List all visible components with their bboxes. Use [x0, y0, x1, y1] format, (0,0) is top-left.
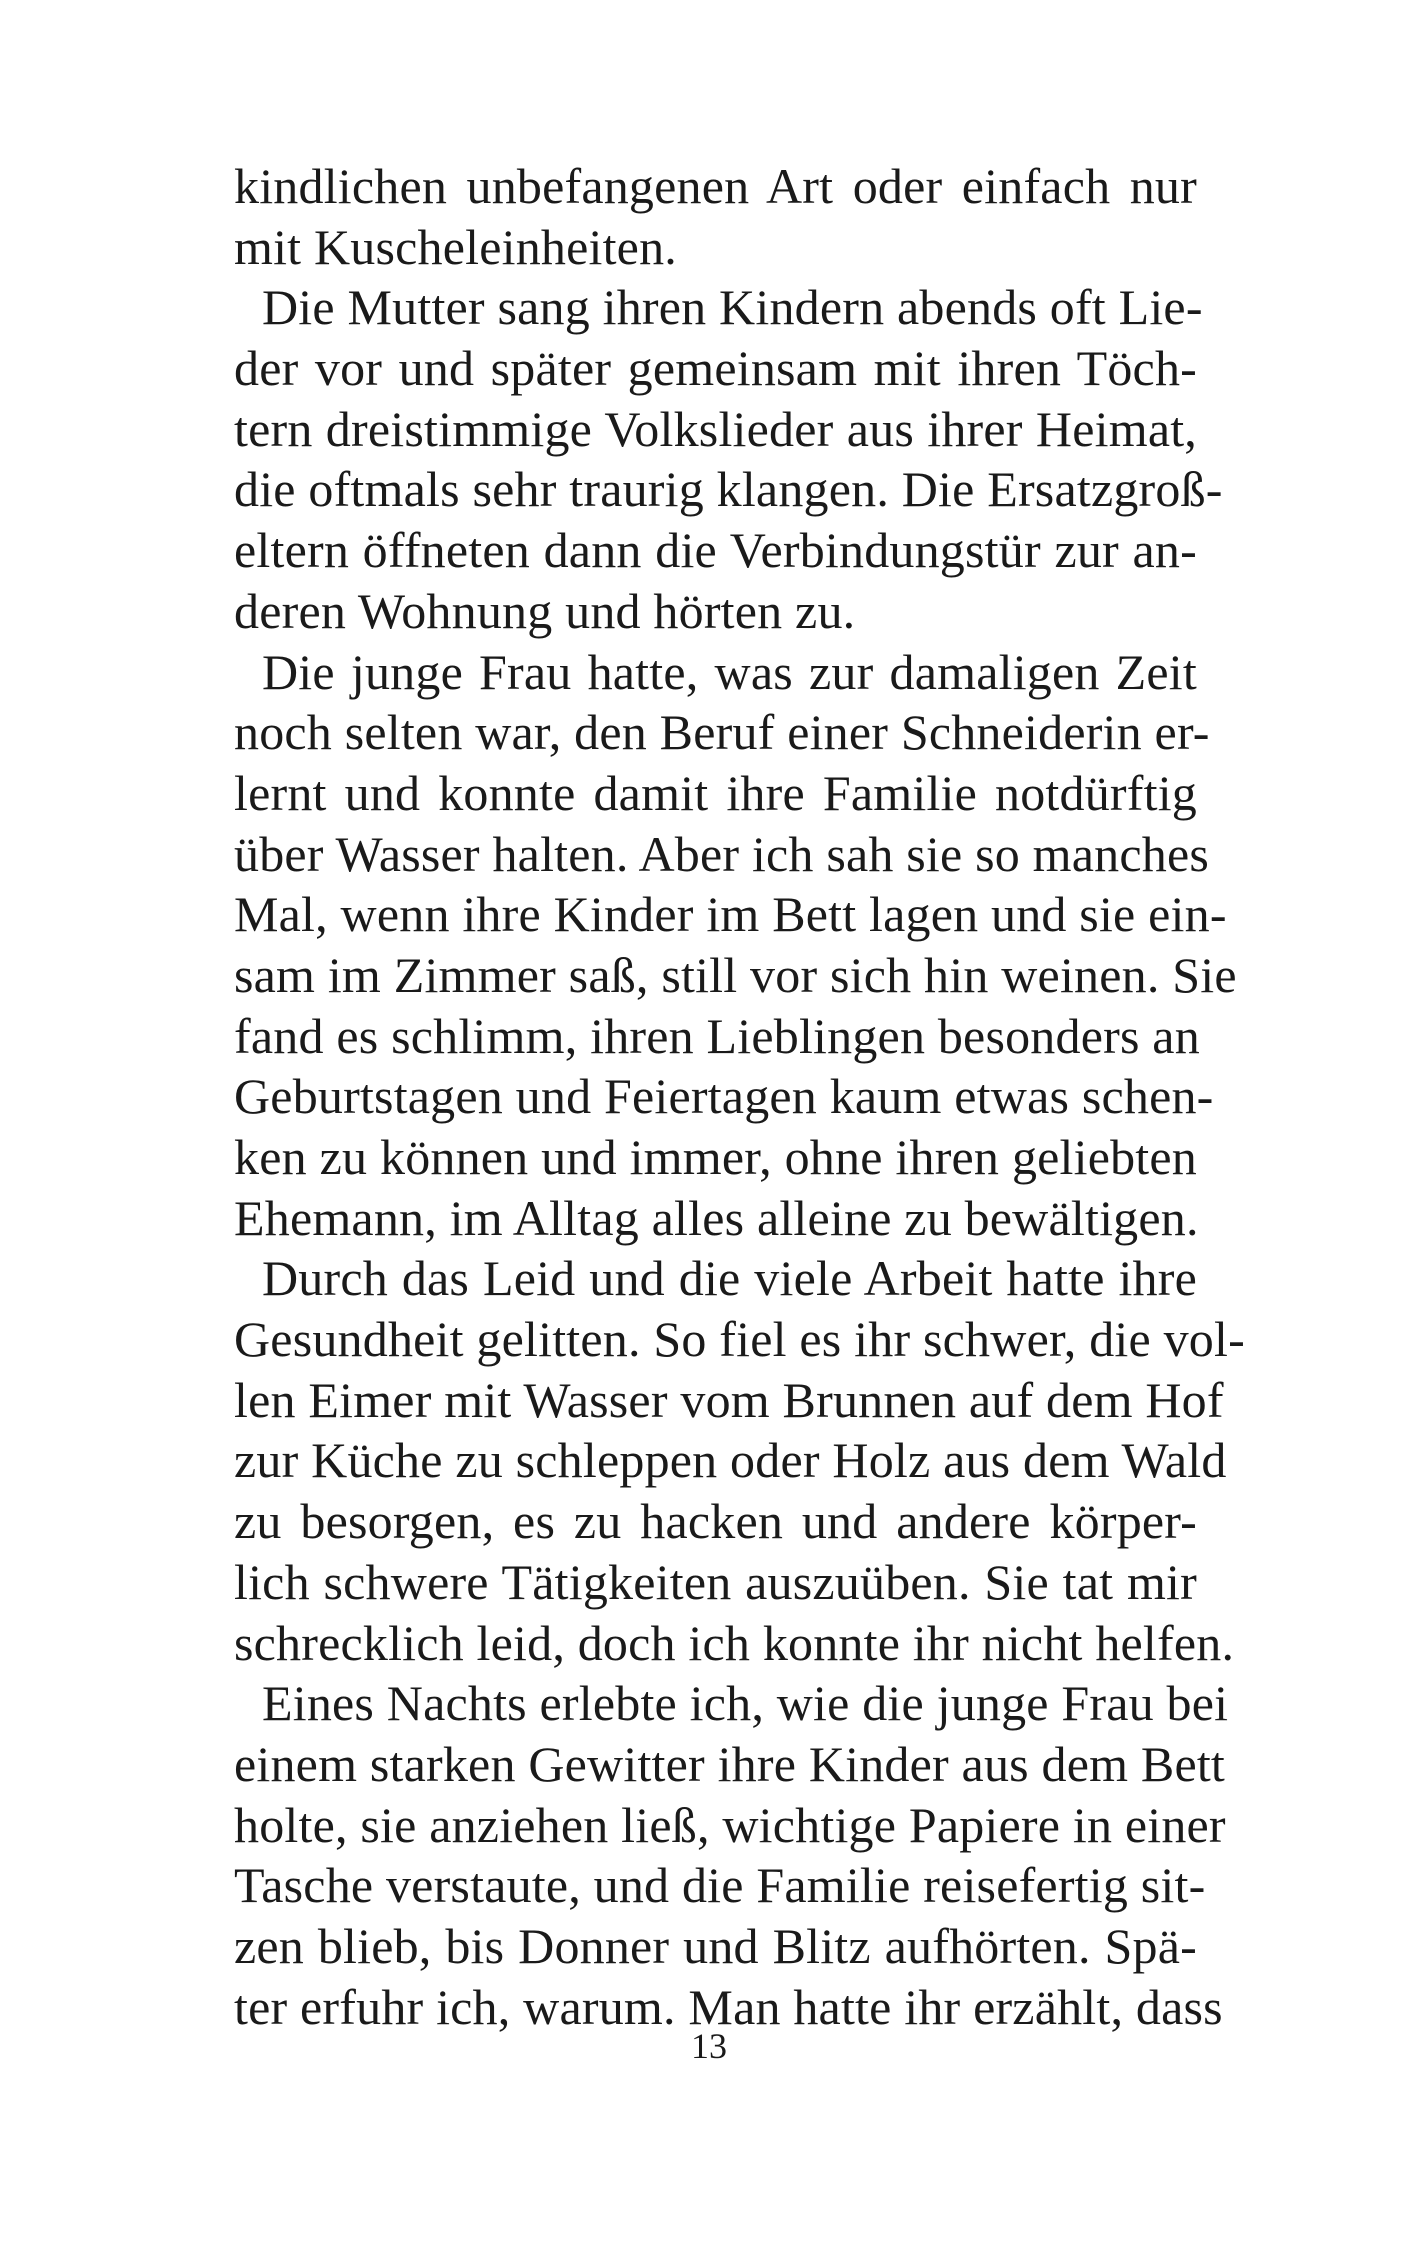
text-line: ken zu können und immer, ohne ihren geliebten [234, 1129, 1197, 1185]
page-number: 13 [691, 2026, 727, 2066]
paragraph-1 [234, 156, 1197, 277]
text-line: Die junge Frau hatte, was zur damaligen Zeit [262, 643, 1197, 700]
paragraph-2 [234, 277, 1223, 641]
text-line: Ehemann, im Alltag alles alleine zu bewältigen. [234, 1189, 1199, 1246]
text-line: eltern öffneten dann die Verbindungstür zur an- [234, 522, 1197, 579]
text-line: sam im Zimmer saß, still vor sich hin weinen. Sie [234, 946, 1237, 1003]
text-line: holte, sie anziehen ließ, wichtige Papiere in einer [234, 1796, 1226, 1853]
text-line: die oftmals sehr traurig klangen. Die Ersatzgroß- [234, 461, 1223, 518]
paragraph-4 [234, 1248, 1245, 1673]
text-line: zen blieb, bis Donner und Blitz aufhörten. Spä- [234, 1917, 1197, 1974]
text-line: kindlichen unbefangenen Art oder einfach nur [234, 158, 1197, 214]
body-text [234, 156, 1245, 2037]
text-line: deren Wohnung und hörten zu. [234, 582, 856, 639]
text-line: Geburtstagen und Feiertagen kaum etwas schen- [234, 1068, 1214, 1125]
text-line: fand es schlimm, ihren Lieblingen besonders an [234, 1007, 1200, 1064]
text-line: noch selten war, den Beruf einer Schneiderin er- [234, 704, 1210, 761]
text-line: Durch das Leid und die viele Arbeit hatte ihre [262, 1250, 1197, 1307]
text-line: len Eimer mit Wasser vom Brunnen auf dem Hof [234, 1371, 1224, 1428]
text-line: der vor und später gemeinsam mit ihren Töch- [234, 340, 1197, 397]
text-line: ter erfuhr ich, warum. Man hatte ihr erzählt, dass [234, 1978, 1223, 2035]
text-line: zur Küche zu schleppen oder Holz aus dem Wald [234, 1432, 1227, 1489]
text-line: einem starken Gewitter ihre Kinder aus dem Bett [234, 1735, 1226, 1792]
text-line: Tasche verstaute, und die Familie reisefertig sit- [234, 1857, 1206, 1914]
text-line: Eines Nachts erlebte ich, wie die junge Frau bei [262, 1675, 1229, 1732]
text-line: über Wasser halten. Aber ich sah sie so manches [234, 825, 1210, 882]
paragraph-3 [234, 642, 1237, 1249]
text-line: zu besorgen, es zu hacken und andere körper- [234, 1493, 1197, 1550]
text-line: Mal, wenn ihre Kinder im Bett lagen und sie ein- [234, 886, 1227, 943]
text-line: lernt und konnte damit ihre Familie notdürftig [234, 764, 1197, 821]
text-line: lich schwere Tätigkeiten auszuüben. Sie tat mir [234, 1553, 1197, 1610]
paragraph-5 [234, 1673, 1229, 2037]
text-line: tern dreistimmige Volkslieder aus ihrer Heimat, [234, 400, 1197, 457]
text-line: Die Mutter sang ihren Kindern abends oft Lie- [262, 279, 1203, 336]
text-line: Gesundheit gelitten. So fiel es ihr schwer, die vol- [234, 1311, 1245, 1368]
text-line: mit Kuscheleinheiten. [234, 218, 677, 275]
text-line: schrecklich leid, doch ich konnte ihr nicht helfen. [234, 1614, 1235, 1671]
